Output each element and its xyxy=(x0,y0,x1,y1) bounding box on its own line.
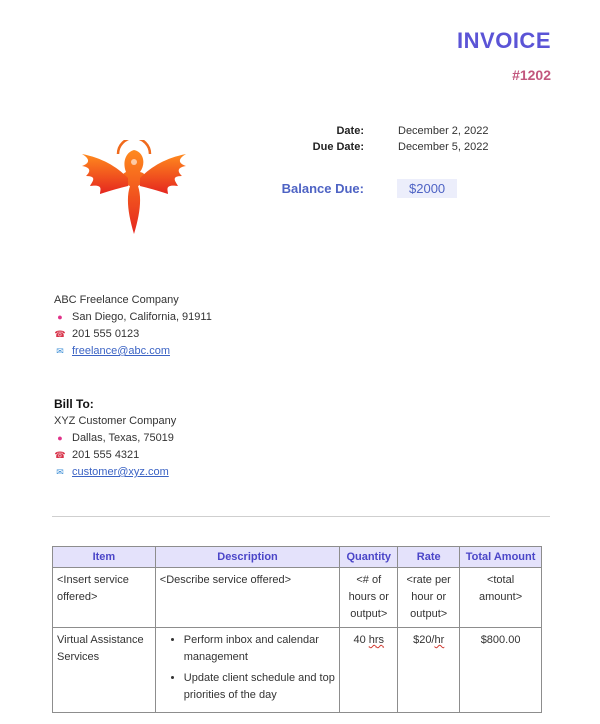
description-bullet: • Perform inbox and calendar management xyxy=(184,632,336,666)
description-bullet: • Update client schedule and top priorities of the day xyxy=(184,670,336,704)
invoice-items-table xyxy=(52,546,542,713)
location-pin-icon: ● xyxy=(57,433,63,443)
invoice-number: #1202 xyxy=(512,67,551,83)
column-header-item: Item xyxy=(53,547,156,568)
email-icon: ✉ xyxy=(56,467,64,477)
quantity-unit: hrs xyxy=(368,634,385,646)
cell-description: <Describe service offered> xyxy=(155,568,340,628)
table-row xyxy=(53,568,542,628)
cell-item: <Insert service offered> xyxy=(53,568,156,628)
column-header-rate: Rate xyxy=(398,547,460,568)
from-phone: 201 555 0123 xyxy=(72,328,140,340)
rate-value: $20/ xyxy=(413,634,435,646)
table-header-row xyxy=(53,547,542,568)
column-header-total-amount: Total Amount xyxy=(460,547,542,568)
date-label: Date: xyxy=(336,125,364,137)
cell-description xyxy=(155,628,340,713)
quantity-value: 40 xyxy=(353,634,369,646)
from-company: ABC Freelance Company xyxy=(54,294,179,306)
cell-item: Virtual Assistance Services xyxy=(53,628,156,713)
due-date-value: December 5, 2022 xyxy=(398,141,489,153)
email-icon: ✉ xyxy=(56,346,64,356)
cell-quantity: <# of hours or output> xyxy=(340,568,398,628)
telephone-icon: ☎ xyxy=(54,329,66,339)
date-value: December 2, 2022 xyxy=(398,125,489,137)
due-date-label: Due Date: xyxy=(312,141,364,153)
phoenix-logo-icon xyxy=(78,140,190,238)
bill-to-label: Bill To: xyxy=(54,397,94,411)
cell-rate xyxy=(398,628,460,713)
divider xyxy=(52,516,550,517)
table-row xyxy=(53,628,542,713)
column-header-quantity: Quantity xyxy=(340,547,398,568)
from-email-link[interactable]: freelance@abc.com xyxy=(72,345,170,357)
cell-total: <total amount> xyxy=(460,568,542,628)
from-address: San Diego, California, 91911 xyxy=(72,311,212,323)
cell-rate: <rate per hour or output> xyxy=(398,568,460,628)
rate-unit: hr xyxy=(434,634,445,646)
bill-to-email-link[interactable]: customer@xyz.com xyxy=(72,466,169,478)
balance-due-label: Balance Due: xyxy=(281,181,364,196)
location-pin-icon: ● xyxy=(57,312,63,322)
bill-to-company: XYZ Customer Company xyxy=(54,415,177,427)
invoice-title: INVOICE xyxy=(457,28,551,53)
balance-due-value: $2000 xyxy=(397,179,457,198)
bill-to-phone: 201 555 4321 xyxy=(72,449,140,461)
telephone-icon: ☎ xyxy=(54,450,66,460)
column-header-description: Description xyxy=(155,547,340,568)
bill-to-address: Dallas, Texas, 75019 xyxy=(72,432,174,444)
cell-total: $800.00 xyxy=(460,628,542,713)
cell-quantity xyxy=(340,628,398,713)
